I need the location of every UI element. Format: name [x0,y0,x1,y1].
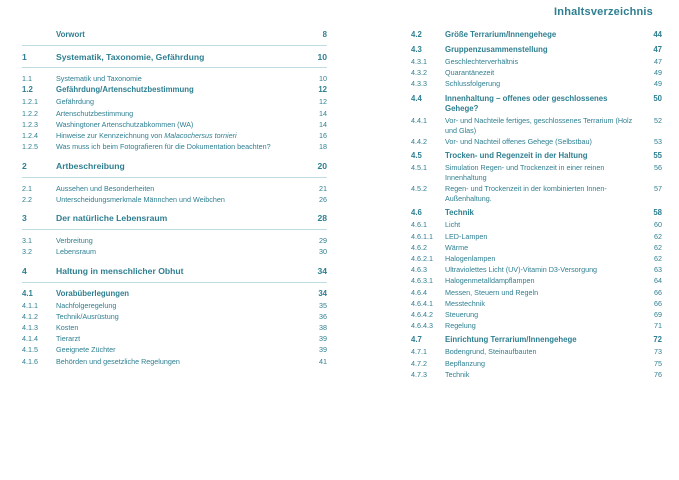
toc-entry-page: 8 [322,30,327,39]
toc-entry-title: Bodengrund, Steinaufbauten [445,347,537,357]
toc-entry-page: 30 [319,247,327,257]
toc-entry[interactable] [22,247,327,257]
toc-entry-number: 4.6.4.3 [411,321,433,331]
toc-entry-page: 39 [319,334,327,344]
toc-entry[interactable] [22,312,327,322]
toc-entry-number: 1.2.4 [22,131,38,140]
toc-entry-number: 1 [22,51,27,62]
toc-entry-page: 36 [319,311,327,321]
toc-entry[interactable] [22,85,327,96]
toc-entry-page: 62 [654,242,662,252]
toc-entry-page: 47 [653,45,662,55]
toc-entry-title: Was muss ich beim Fotografieren für die Dokumentation beachten? [56,142,271,152]
toc-entry[interactable] [22,236,327,246]
toc-entry-number: 1.2 [22,85,33,95]
toc-entry[interactable] [411,347,662,357]
toc-entry-page: 56 [654,163,662,173]
toc-entry-number: 4.1.1 [22,300,38,310]
toc-entry-page: 62 [654,253,662,263]
toc-entry-number: 3 [22,213,27,224]
toc-entry-title: Einrichtung Terrarium/Innengehege [445,335,577,345]
toc-entry-page: 53 [654,137,662,147]
toc-entry-page: 50 [653,93,662,103]
toc-entry[interactable] [22,184,327,194]
toc-entry-title: LED-Lampen [445,231,488,241]
toc-entry-title: Artenschutzbestimmung [56,108,134,118]
toc-entry-number: 3.2 [22,247,32,257]
toc-entry-title: Lebensraum [56,247,96,257]
toc-entry-title: Schlussfolgerung [445,79,501,89]
toc-entry-page: 10 [319,74,327,84]
toc-entry-page: 66 [654,298,662,308]
toc-entry-number: 1.2.2 [22,108,38,118]
toc-entry-page: 14 [319,119,327,129]
toc-entry-page: 38 [319,323,327,333]
toc-entry-number: 3.1 [22,236,32,246]
page-title: Inhaltsverzeichnis [554,6,653,18]
toc-entry-page: 69 [654,310,662,320]
toc-entry-page: 29 [319,236,327,246]
toc-entry[interactable] [22,161,327,173]
toc-entry[interactable] [411,265,662,275]
toc-entry-number: 4.1.2 [22,311,38,321]
toc-entry-number: 4.5.2 [411,184,427,194]
toc-entry[interactable] [411,288,662,298]
toc-entry-title: Technik [445,208,474,218]
toc-entry-title: Kosten [56,323,79,333]
toc-entry-number: 4.5 [411,151,422,161]
toc-entry[interactable] [411,45,662,56]
toc-entry[interactable] [411,335,662,346]
toc-entry-number: 2.1 [22,183,32,193]
toc-entry-number: 4.6.1 [411,220,427,230]
section-divider [22,45,327,46]
toc-entry-title: Systematik, Taxonomie, Gefährdung [56,51,205,62]
toc-entry-title: Quarantänezeit [445,68,495,78]
toc-entry-title: Gefährdung/Artenschutzbestimmung [56,85,194,95]
toc-entry-title: Haltung in menschlicher Obhut [56,266,184,276]
toc-entry[interactable] [411,79,662,89]
toc-entry-number: 1.2.5 [22,142,38,152]
toc-entry-page: 57 [654,184,662,194]
toc-entry[interactable] [411,137,662,147]
toc-entry-number: 4.6.3.1 [411,276,433,286]
toc-entry[interactable] [411,163,662,182]
toc-entry[interactable] [411,208,662,219]
toc-entry[interactable] [411,116,662,135]
toc-entry-number: 4.2 [411,30,422,39]
toc-entry-title: Halogenmetalldampflampen [445,276,535,286]
toc-entry-page: 72 [653,335,662,345]
toc-entry-title: Behörden und gesetzliche Regelungen [56,356,180,366]
toc-entry-title: Simulation Regen- und Trockenzeit in einer reinen Innenhaltung [445,163,605,183]
toc-entry-number: 4.6.1.1 [411,231,433,241]
toc-entry-page: 20 [317,160,327,171]
toc-entry-page: 49 [654,79,662,89]
toc-entry-page: 63 [654,265,662,275]
toc-entry[interactable] [22,97,327,107]
toc-entry[interactable] [22,142,327,152]
toc-entry-title: Nachfolgeregelung [56,300,117,310]
toc-entry-title: Technik/Ausrüstung [56,311,119,321]
toc-entry-title: Vorabüberlegungen [56,288,130,298]
toc-entry[interactable] [22,357,327,367]
toc-entry-number: 4 [22,266,27,276]
toc-entry-number: 4.1.4 [22,334,38,344]
toc-entry-number: 4.6.4.2 [411,310,433,320]
toc-entry-page: 41 [319,356,327,366]
toc-entry-page: 60 [654,220,662,230]
toc-entry-title: Washingtoner Artenschutzabkommen (WA) [56,119,194,129]
toc-entry[interactable] [411,151,662,162]
toc-entry-number: 4.7.2 [411,358,427,368]
toc-entry-title: Innenhaltung – offenes oder geschlossenes Gehege? [445,93,608,114]
toc-entry-page: 55 [653,151,662,161]
toc-entry-title: Aussehen und Besonderheiten [56,183,155,193]
toc-entry-number: 4.4.2 [411,137,427,147]
toc-entry[interactable] [22,266,327,278]
toc-column-right [339,30,678,381]
toc-entry-page: 35 [319,300,327,310]
toc-entry-number: 4.1.3 [22,323,38,333]
toc-entry-title: Bepflanzung [445,358,485,368]
toc-entry-title: Größe Terrarium/Innengehege [445,30,557,39]
toc-entry-title: Messen, Steuern und Regeln [445,287,539,297]
toc-entry[interactable] [411,359,662,369]
toc-entry-number: 4.7.1 [411,347,427,357]
toc-entry[interactable] [411,220,662,230]
toc-entry-page: 71 [654,321,662,331]
toc-entry-number: 4.5.1 [411,163,427,173]
toc-entry-number: 4.3.1 [411,57,427,67]
toc-entry[interactable] [22,131,327,141]
toc-entry-title: Halogenlampen [445,253,496,263]
toc-entry-page: 75 [654,358,662,368]
toc-entry-page: 49 [654,68,662,78]
toc-entry-number: 2 [22,160,27,171]
toc-entry-title: Vorwort [56,30,85,39]
toc-entry-page: 26 [319,194,327,204]
toc-entry-page: 58 [653,208,662,218]
toc-entry-title: Messtechnik [445,298,485,308]
toc-entry-title: Tierarzt [56,334,81,344]
toc-entry-number: 4.6.2 [411,242,427,252]
toc-entry-title: Ultraviolettes Licht (UV)-Vitamin D3-Versorgung [445,265,598,275]
toc-entry-number: 4.1 [22,288,33,298]
toc-entry-number: 4.1.5 [22,345,38,355]
toc-entry-page: 28 [317,213,327,224]
toc-entry-number: 4.4.1 [411,116,427,126]
toc-entry[interactable] [411,184,662,203]
section-divider [22,177,327,178]
toc-entry[interactable] [22,195,327,205]
toc-entry-title: Hinweise zur Kennzeichnung von Malacochersus tornieri [56,131,237,140]
toc-entry[interactable] [22,289,327,300]
toc-entry[interactable] [22,120,327,130]
toc-entry-number: 4.3.2 [411,68,427,78]
toc-entry-number: 4.4 [411,93,422,103]
section-divider [22,67,327,68]
toc-entry[interactable] [22,334,327,344]
toc-entry-title: Trocken- und Regenzeit in der Haltung [445,151,588,161]
toc-entry-title: Regelung [445,321,476,331]
toc-entry-page: 34 [318,288,327,298]
toc-entry[interactable] [411,254,662,264]
toc-entry-page: 14 [319,108,327,118]
toc-entry-number: 4.1.6 [22,356,38,366]
toc-entry-page: 12 [318,85,327,95]
toc-entry-page: 76 [654,369,662,379]
toc-entry-page: 62 [654,231,662,241]
toc-entry-title: Artbeschreibung [56,160,125,171]
toc-entry[interactable] [411,30,662,41]
toc-entry-title: Gruppenzusammenstellung [445,45,548,55]
toc-entry-title: Licht [445,220,461,230]
toc-entry-page: 18 [319,142,327,152]
toc-entry-page: 47 [654,57,662,67]
toc-entry[interactable] [22,301,327,311]
toc-entry[interactable] [22,213,327,225]
toc-entry-title: Systematik und Taxonomie [56,74,142,84]
toc-entry[interactable] [411,370,662,380]
toc-entry-number: 1.1 [22,74,32,84]
toc-entry-title: Regen- und Trockenzeit in der kombinierten Innen-Außenhaltung. [445,184,607,204]
toc-entry[interactable] [22,109,327,119]
toc-entry-title: Gefährdung [56,97,94,107]
toc-entry-number: 4.6.4 [411,287,427,297]
toc-entry-number: 4.6 [411,208,422,218]
toc-entry-number: 2.2 [22,194,32,204]
toc-entry[interactable] [411,68,662,78]
toc-entry[interactable] [411,321,662,331]
toc-entry[interactable] [22,323,327,333]
toc-entry-number: 4.3.3 [411,79,427,89]
toc-entry-title: Verbreitung [56,236,93,246]
toc-entry[interactable] [411,310,662,320]
toc-entry-title: Unterscheidungsmerkmale Männchen und Weibchen [56,194,225,204]
toc-entry[interactable] [22,345,327,355]
toc-entry-page: 44 [653,30,662,39]
toc-columns [0,30,679,381]
toc-entry-title: Vor- und Nachteil offenes Gehege (Selbstbau) [445,137,592,147]
toc-entry[interactable] [411,243,662,253]
toc-entry-title: Vor- und Nachteile fertiges, geschlossenes Terrarium (Holz und Glas) [445,116,633,135]
toc-entry-title: Der natürliche Lebensraum [56,213,168,224]
toc-entry-title: Geeignete Züchter [56,345,116,355]
toc-entry-page: 21 [319,183,327,193]
toc-entry-number: 4.7 [411,335,422,345]
toc-entry[interactable] [22,52,327,64]
toc-entry-page: 12 [319,97,327,107]
toc-entry[interactable] [22,74,327,84]
toc-entry[interactable] [411,94,662,115]
toc-entry[interactable] [411,299,662,309]
section-divider [22,282,327,283]
toc-entry-title: Technik [445,369,470,379]
toc-entry[interactable] [411,232,662,242]
toc-entry-page: 64 [654,276,662,286]
toc-entry-number: 4.3 [411,45,422,55]
toc-entry-page: 10 [317,51,327,62]
toc-entry-number: 1.2.1 [22,97,38,107]
toc-entry-number: 1.2.3 [22,119,38,129]
toc-entry-number: 4.6.3 [411,265,427,275]
toc-entry-title: Geschlechterverhältnis [445,57,519,67]
toc-entry-page: 73 [654,347,662,357]
toc-entry-page: 34 [317,266,327,276]
toc-entry-page: 16 [319,131,327,140]
section-divider [22,229,327,230]
toc-entry-number: 4.6.2.1 [411,253,433,263]
toc-entry-page: 52 [654,116,662,126]
toc-entry[interactable] [22,30,327,41]
toc-entry-number: 4.6.4.1 [411,298,433,308]
toc-entry-number: 4.7.3 [411,369,427,379]
toc-entry[interactable] [411,276,662,286]
toc-entry-page: 39 [319,345,327,355]
toc-entry-title: Steuerung [445,310,479,320]
toc-entry-title: Wärme [445,242,469,252]
toc-entry[interactable] [411,57,662,67]
toc-entry-page: 66 [654,287,662,297]
toc-column-left [0,30,339,381]
